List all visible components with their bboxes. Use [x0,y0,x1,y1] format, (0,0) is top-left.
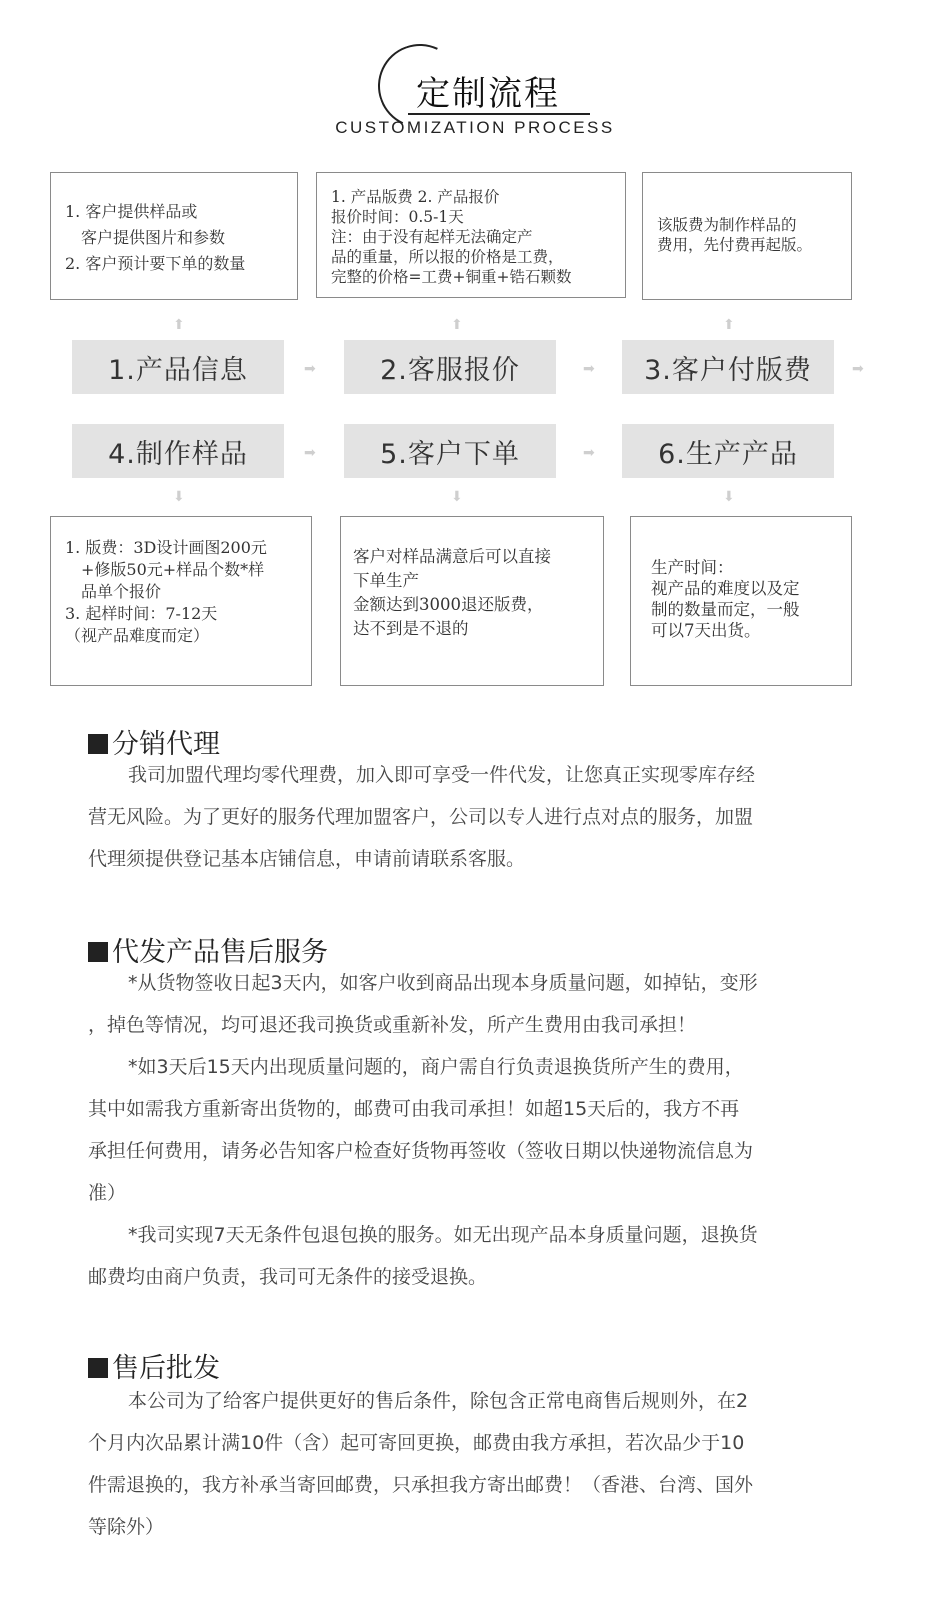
paragraph-line: 等除外） [88,1516,165,1538]
arrow-down-icon: ⬇ [451,489,463,505]
arrow-right-icon: ➡ [583,361,595,377]
section-heading-text: 分销代理 [112,729,220,760]
step-make-sample: 4.制作样品 [72,424,284,478]
arrow-up-icon: ⬆ [451,317,463,333]
paragraph-line: 我司加盟代理均零代理费，加入即可享受一件代发，让您真正实现零库存经 [128,764,756,786]
paragraph-line: 其中如需我方重新寄出货物的，邮费可由我司承担！如超15天后的，我方不再 [88,1098,740,1120]
box-line: 该版费为制作样品的 [657,216,797,234]
paragraph-line: 准） [88,1182,127,1204]
paragraph-line: 邮费均由商户负责，我司可无条件的接受退换。 [88,1266,488,1288]
box-line: 3. 起样时间：7-12天 [65,604,218,623]
section-heading-text: 售后批发 [112,1353,220,1384]
box-line: 品单个报价 [65,582,162,601]
paragraph-line: 营无风险。为了更好的服务代理加盟客户，公司以专人进行点对点的服务，加盟 [88,806,754,828]
box-line: 客户对样品满意后可以直接 [353,547,551,566]
paragraph-line: 本公司为了给客户提供更好的售后条件，除包含正常电商售后规则外，在2 [128,1390,749,1412]
info-box-production-time [630,516,852,686]
paragraph-line: *如3天后15天内出现质量问题的，商户需自行负责退换货所产生的费用， [128,1056,744,1078]
section-heading-text: 代发产品售后服务 [112,937,328,968]
info-box-order [340,516,604,686]
step-service-quote: 2.客服报价 [344,340,556,394]
box-line: 生产时间： [651,558,734,577]
paragraph-line: *我司实现7天无条件包退包换的服务。如无出现产品本身质量问题，退换货 [128,1224,758,1246]
arrow-right-icon: ➡ [583,445,595,461]
arrow-right-icon: ➡ [304,445,316,461]
page-subtitle: CUSTOMIZATION PROCESS [335,118,615,137]
paragraph-line: 件需退换的，我方补承当寄回邮费，只承担我方寄出邮费！（香港、台湾、国外 [88,1474,754,1496]
section-body-after-sales [88,962,848,1298]
paragraph-line: ，掉色等情况，均可退还我司换货或重新补发，所产生费用由我司承担！ [88,1014,697,1036]
step-pay-plate-fee: 3.客户付版费 [622,340,834,394]
section-body-distribution [88,754,848,880]
box-line: 1. 产品版费 2. 产品报价 [331,188,500,206]
step-production: 6.生产产品 [622,424,834,478]
box-line: 客户提供图片和参数 [65,228,226,247]
bullet-square-icon [88,942,108,962]
paragraph-line: 承担任何费用，请务必告知客户检查好货物再签收（签收日期以快递物流信息为 [88,1140,754,1162]
box-line: 制的数量而定，一般 [651,600,800,619]
paragraph-line: 个月内次品累计满10件（含）起可寄回更换，邮费由我方承担，若次品少于10 [88,1432,745,1454]
arrow-down-icon: ⬇ [173,489,185,505]
info-box-plate-fee [642,172,852,300]
arrow-up-icon: ⬆ [723,317,735,333]
bullet-square-icon [88,734,108,754]
arrow-right-icon: ➡ [852,361,864,377]
info-box-quote [316,172,626,298]
box-line: 1. 客户提供样品或 [65,202,198,221]
info-box-product-info [50,172,298,300]
box-line: 1. 版费：3D设计画图200元 [65,538,267,557]
box-line: 达不到是不退的 [353,619,469,638]
paragraph-line: 代理须提供登记基本店铺信息，申请前请联系客服。 [88,848,526,870]
info-box-sample-fee [50,516,312,686]
box-line: （视产品难度而定） [65,626,210,645]
box-line: 费用，先付费再起版。 [657,236,813,254]
box-line: +修版50元+样品个数*样 [65,560,265,579]
bullet-square-icon [88,1358,108,1378]
box-line: 金额达到3000退还版费， [353,595,544,614]
box-line: 视产品的难度以及定 [651,579,800,598]
arrow-right-icon: ➡ [304,361,316,377]
arrow-up-icon: ⬆ [173,317,185,333]
box-line: 可以7天出货。 [651,621,761,640]
section-body-wholesale [88,1380,848,1548]
box-line: 品的重量，所以报的价格是工费， [331,248,564,266]
paragraph-line: *从货物签收日起3天内，如客户收到商品出现本身质量问题，如掉钻，变形 [128,972,758,994]
arrow-down-icon: ⬇ [723,489,735,505]
step-place-order: 5.客户下单 [344,424,556,478]
box-line: 报价时间：0.5-1天 [331,208,464,226]
box-line: 注：由于没有起样无法确定产 [331,228,533,246]
box-line: 下单生产 [353,571,419,590]
page-title: 定制流程 [416,74,560,114]
box-line: 2. 客户预计要下单的数量 [65,254,246,273]
box-line: 完整的价格=工费+铜重+锆石颗数 [331,268,572,286]
step-product-info: 1.产品信息 [72,340,284,394]
